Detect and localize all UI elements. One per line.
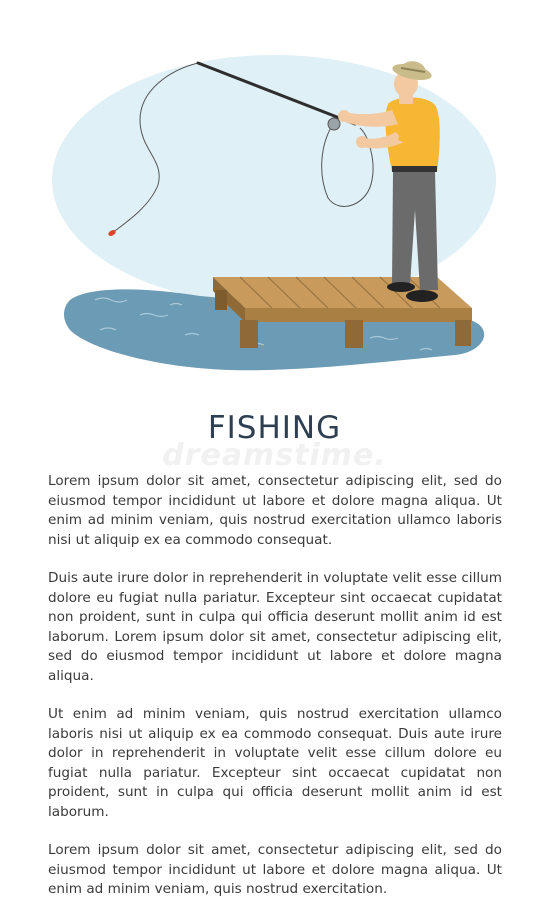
watermark-text: dreamstime. bbox=[162, 438, 387, 473]
rod-reel bbox=[328, 118, 340, 130]
fishing-illustration bbox=[0, 0, 549, 390]
paragraph: Duis aute irure dolor in reprehenderit in voluptate velit esse cillum dolore eu fugiat nulla pariatur. Excepteur sint occaecat cupidatat non proident, sunt in culpa qui officia deserunt mollit anim id est laborum. Lorem ipsum dolor sit amet, consectetur adipiscing elit, sed do eiusmod tempor incididunt ut labore et dolore magna aliqua. bbox=[48, 570, 502, 684]
paragraph: Lorem ipsum dolor sit amet, consectetur adipiscing elit, sed do eiusmod tempor incididunt ut labore et dolore magna aliqua. Ut enim ad minim veniam, quis nostrud exercitation ullamco laboris nisi ut aliquip ex ea commodo consequat. bbox=[48, 473, 502, 548]
paragraph: Ut enim ad minim veniam, quis nostrud exercitation ullamco laboris nisi ut aliquip ex ea commodo consequat. Duis aute irure dolor in reprehenderit in voluptate velit esse cillum dolore eu fugiat nulla pariatur. Excepteur sint occaecat cupidatat non proident, sunt in culpa qui officia deserunt mollit anim id est laborum. bbox=[48, 706, 502, 820]
paragraph: Lorem ipsum dolor sit amet, consectetur adipiscing elit, sed do eiusmod tempor incididunt ut labore et dolore magna aliqua. Ut enim ad minim veniam, quis nostrud exercitation. bbox=[48, 842, 502, 897]
body-text bbox=[48, 472, 502, 919]
page-title: FISHING bbox=[207, 410, 342, 446]
